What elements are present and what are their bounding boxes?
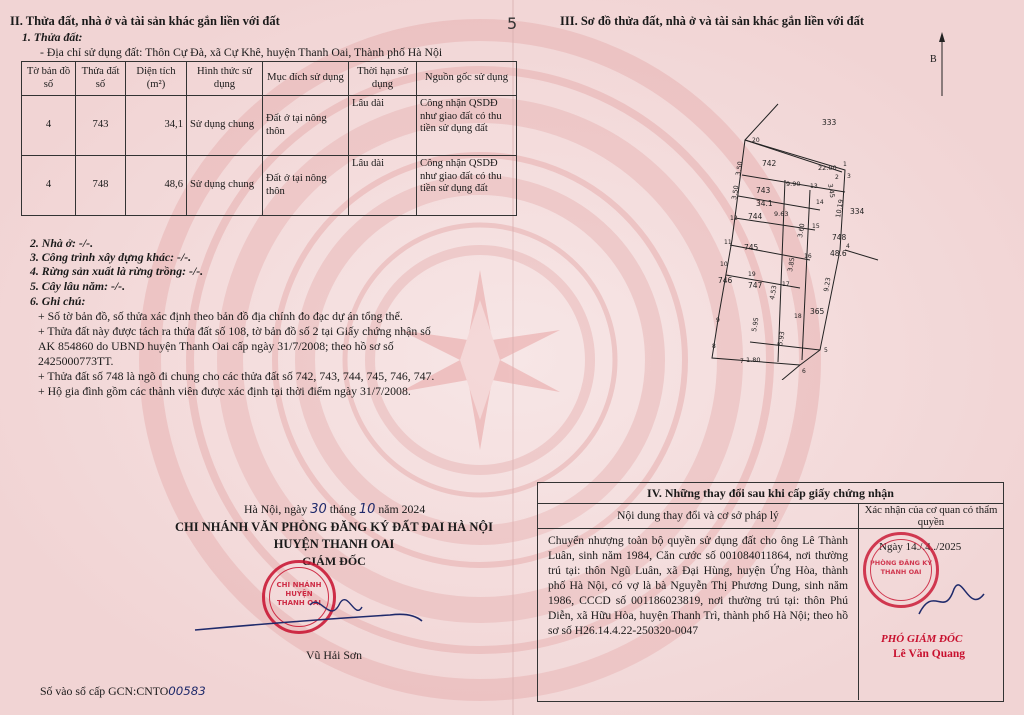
note-line: AK 854860 do UBND huyện Thanh Oai cấp ngày 31/7/2008; theo hồ sơ số bbox=[38, 339, 394, 353]
label-334: 334 bbox=[850, 207, 865, 216]
col1-header: Nội dung thay đổi và cơ sở pháp lý bbox=[538, 504, 858, 529]
land-label: 1. Thửa đất: bbox=[22, 30, 83, 44]
label-743: 743 bbox=[756, 186, 771, 195]
dim: 3.85 bbox=[786, 256, 797, 273]
dim: 22.00 bbox=[818, 164, 837, 172]
perennial-line: 5. Cây lâu năm: -/-. bbox=[30, 279, 126, 293]
point: 17 bbox=[782, 281, 790, 288]
dim: 9.23 bbox=[822, 276, 833, 293]
point: 14 bbox=[816, 199, 824, 206]
signature-pho-giam-doc bbox=[914, 574, 994, 624]
date-day: 30 bbox=[310, 502, 327, 517]
th-purpose: Mục đích sử dụng bbox=[263, 62, 349, 96]
th-map: Tờ bản đồ số bbox=[22, 62, 76, 96]
dim: 5.93 bbox=[776, 330, 787, 347]
cell-purpose: Đất ở tại nông thôn bbox=[263, 96, 349, 156]
changes-content-col bbox=[538, 504, 859, 700]
stamp-line: CHI NHÁNH bbox=[276, 581, 322, 589]
date-prefix: Hà Nội, ngày bbox=[244, 502, 308, 516]
dim: 3.50 bbox=[730, 184, 741, 201]
table-header-row bbox=[22, 62, 517, 96]
note-line: + Hộ gia đình gồm các thành viên được xác định tại thời điểm ngày 31/7/2008. bbox=[38, 384, 411, 398]
table-row bbox=[22, 156, 517, 216]
cell-form: Sử dụng chung bbox=[187, 96, 263, 156]
stamp-line: THANH OAI bbox=[880, 568, 922, 576]
dim: 3.50 bbox=[734, 160, 745, 177]
cell-area: 34,1 bbox=[126, 96, 187, 156]
confirm-position: PHÓ GIÁM ĐỐC bbox=[881, 633, 963, 645]
house-line: 2. Nhà ở: -/-. bbox=[30, 236, 94, 250]
point: 19 bbox=[748, 271, 756, 278]
forest-line: 4. Rừng sản xuất là rừng trồng: -/-. bbox=[30, 264, 204, 278]
cell-origin: Công nhận QSDĐ như giao đất có thu tiền sử dụng đất bbox=[417, 96, 517, 156]
label-333: 333 bbox=[822, 118, 837, 127]
stamp-line: PHÒNG ĐĂNG KÝ bbox=[869, 559, 933, 567]
signer-position: GIÁM ĐỐC bbox=[302, 554, 366, 568]
label-area-743: 34.1 bbox=[756, 199, 773, 208]
col2-header: Xác nhận của cơ quan có thẩm quyền bbox=[859, 504, 1003, 529]
note-line: + Thửa đất này được tách ra thửa đất số 108, tờ bản đồ số 2 tại Giấy chứng nhận số bbox=[38, 324, 431, 338]
north-arrow bbox=[932, 30, 952, 100]
signature-giam-doc bbox=[190, 585, 430, 645]
point: 1 bbox=[843, 161, 847, 168]
label-748: 748 bbox=[832, 233, 847, 242]
dim: 4.53 bbox=[768, 284, 779, 301]
cell-origin: Công nhận QSDĐ như giao đất có thu tiền sử dụng đất bbox=[417, 156, 517, 216]
section2-title: II. Thửa đất, nhà ở và tài sản khác gắn liền với đất bbox=[10, 14, 280, 28]
th-parcel: Thửa đất số bbox=[76, 62, 126, 96]
label-area-748: 48.6 bbox=[830, 249, 847, 258]
th-origin: Nguồn gốc sử dụng bbox=[417, 62, 517, 96]
label-746: 746 bbox=[718, 276, 733, 285]
dim: 9.63 bbox=[774, 210, 789, 218]
dim: 9.90 bbox=[786, 180, 801, 188]
point: 18 bbox=[794, 313, 802, 320]
point: 4 bbox=[846, 243, 850, 250]
confirm-signer: Lê Văn Quang bbox=[893, 648, 966, 660]
date-month-label: tháng bbox=[329, 502, 356, 516]
page-number: 5 bbox=[507, 14, 518, 33]
label-745: 745 bbox=[744, 243, 759, 252]
dim: 5.95 bbox=[750, 316, 761, 333]
label-744: 744 bbox=[748, 212, 763, 221]
point: 16 bbox=[804, 253, 812, 260]
point: 10 bbox=[720, 261, 728, 268]
note-line: 2425000773TT. bbox=[38, 354, 114, 368]
signing-date bbox=[244, 502, 425, 517]
north-label: B bbox=[930, 54, 937, 65]
label-742: 742 bbox=[762, 159, 777, 168]
cell-purpose: Đất ở tại nông thôn bbox=[263, 156, 349, 216]
note-line: + Số tờ bản đồ, số thửa xác định theo bản đồ địa chính đo đạc dự án tổng thể. bbox=[38, 309, 403, 323]
land-address: - Địa chỉ sử dụng đất: Thôn Cự Đà, xã Cự Khê, huyện Thanh Oai, Thành phố Hà Nội bbox=[40, 45, 443, 59]
office-district: HUYỆN THANH OAI bbox=[273, 537, 395, 551]
table-row bbox=[22, 96, 517, 156]
dim: 1.80 bbox=[746, 356, 761, 364]
point: 12 bbox=[730, 215, 738, 222]
changes-box bbox=[537, 482, 1004, 702]
th-area: Diện tích (m²) bbox=[126, 62, 187, 96]
cell-map: 4 bbox=[22, 96, 76, 156]
point: 2 bbox=[835, 174, 839, 181]
cell-form: Sử dụng chung bbox=[187, 156, 263, 216]
office-name: CHI NHÁNH VĂN PHÒNG ĐĂNG KÝ ĐẤT ĐAI HÀ NỘI bbox=[175, 520, 493, 534]
point: 5 bbox=[824, 347, 828, 354]
dim: 3.45 bbox=[826, 182, 837, 199]
cell-area: 48,6 bbox=[126, 156, 187, 216]
notes-label: 6. Ghi chú: bbox=[30, 294, 86, 308]
point: 11 bbox=[724, 239, 732, 246]
signer-name: Vũ Hải Sơn bbox=[306, 648, 363, 662]
date-month: 10 bbox=[358, 502, 376, 517]
section4-title: IV. Những thay đổi sau khi cấp giấy chứng nhận bbox=[538, 483, 1003, 504]
cell-parcel: 748 bbox=[76, 156, 126, 216]
point: 6 bbox=[802, 368, 806, 375]
parcel-table bbox=[21, 61, 517, 216]
register-number-line bbox=[40, 684, 206, 699]
construction-line: 3. Công trình xây dựng khác: -/-. bbox=[30, 250, 192, 264]
stamp-line: THANH OAI bbox=[277, 599, 321, 607]
point: 13 bbox=[810, 183, 818, 190]
confirm-date: Ngày 14./.4../2025 bbox=[879, 541, 962, 553]
change-content: Chuyển nhượng toàn bộ quyền sử dụng đất cho ông Lê Thành Luân, sinh năm 1984, Căn cước số 001084011864, nơi thường trú tại: thôn Ngũ Luân, xã Đại Hùng, huyện Ứng Hòa, thành phố Hà Nội, có vợ là bà Nguyễn Thị Phương Dung, sinh năm 1986, CCCD số 001186023819, nơi thường trú tại: thôn Phú Diễn, xã Hữu Hòa, huyện Thanh Trì, thành phố Hà Nội; theo hồ sơ số H26.14.4.22-250320-0047 bbox=[548, 534, 848, 637]
point: 7 bbox=[740, 358, 744, 365]
note-line: + Thửa đất số 748 là ngõ đi chung cho các thửa đất số 742, 743, 744, 745, 746, 747. bbox=[38, 369, 435, 383]
cell-term: Lâu dài bbox=[349, 156, 417, 216]
cell-parcel: 743 bbox=[76, 96, 126, 156]
cell-term: Lâu dài bbox=[349, 96, 417, 156]
dim: 3.60 bbox=[796, 222, 807, 239]
date-year: năm 2024 bbox=[378, 502, 426, 516]
parcel-table-wrapper bbox=[21, 61, 517, 216]
section3-title: III. Sơ đồ thửa đất, nhà ở và tài sản khác gắn liền với đất bbox=[560, 14, 865, 28]
point: 20 bbox=[752, 137, 760, 144]
changes-confirm-col bbox=[859, 504, 1003, 700]
th-form: Hình thức sử dụng bbox=[187, 62, 263, 96]
dim: 10.19 bbox=[834, 198, 846, 219]
point: 8 bbox=[712, 343, 716, 350]
register-number: 00583 bbox=[168, 684, 206, 698]
label-747: 747 bbox=[748, 281, 763, 290]
parcel-sketch bbox=[690, 100, 890, 380]
register-prefix: Số vào sổ cấp GCN:CNTO bbox=[40, 684, 169, 698]
point: 9 bbox=[716, 317, 720, 324]
stamp-line: HUYỆN bbox=[285, 590, 313, 598]
cell-map: 4 bbox=[22, 156, 76, 216]
label-365: 365 bbox=[810, 307, 825, 316]
point: 15 bbox=[812, 223, 820, 230]
point: 3 bbox=[847, 173, 851, 180]
th-term: Thời hạn sử dụng bbox=[349, 62, 417, 96]
